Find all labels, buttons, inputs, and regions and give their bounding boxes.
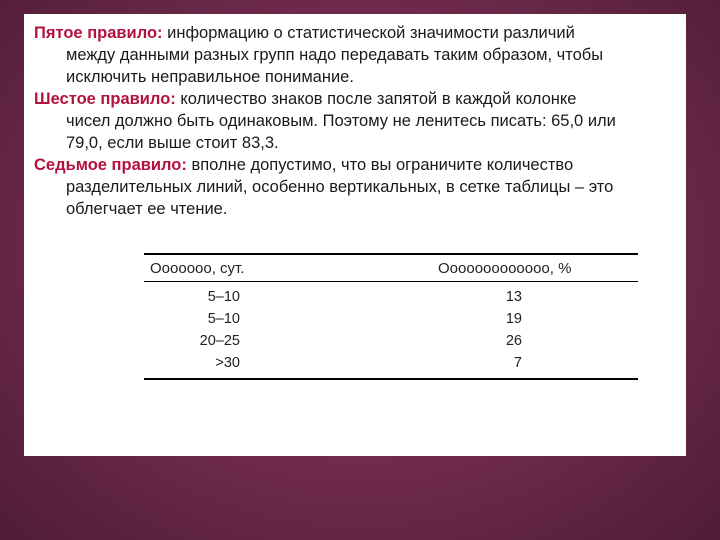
slide-content (24, 14, 686, 456)
cell-duration: >30 (215, 355, 240, 371)
table-row (144, 330, 638, 352)
rule-6 (34, 88, 676, 154)
rule-text: количество знаков после запятой в каждой колонке (180, 90, 577, 108)
table-header (144, 255, 638, 282)
rule-text: 79,0, если выше стоит 83,3. (66, 134, 279, 152)
cell-duration: 20–25 (199, 333, 240, 349)
cell-duration: 5–10 (207, 311, 240, 327)
rule-text: облегчает ее чтение. (66, 200, 228, 218)
rule-title: Пятое правило: (34, 24, 163, 42)
rule-title: Седьмое правило: (34, 156, 187, 174)
rule-text: вполне допустимо, что вы ограничите количество (191, 156, 574, 174)
cell-percent: 26 (505, 333, 522, 349)
header-duration: Ооооооо, сут. (150, 259, 245, 277)
rule-text: исключить неправильное понимание. (66, 68, 354, 86)
cell-percent: 13 (505, 289, 522, 305)
cell-duration: 5–10 (207, 289, 240, 305)
rule-text: информацию о статистической значимости различий (167, 24, 575, 42)
cell-percent: 19 (505, 311, 522, 327)
table-row (144, 286, 638, 308)
table-row (144, 308, 638, 330)
rule-title: Шестое правило: (34, 90, 176, 108)
rule-text: между данными разных групп надо передавать таким образом, чтобы (66, 46, 604, 64)
rule-7 (34, 154, 676, 220)
rule-5 (34, 22, 676, 88)
table-body (144, 282, 638, 378)
example-table (144, 253, 638, 380)
header-percent: Ооооооооооооо, % (438, 259, 572, 277)
table-row (144, 352, 638, 374)
cell-percent: 7 (513, 355, 522, 371)
rule-text: разделительных линий, особенно вертикальных, в сетке таблицы – это (66, 178, 614, 196)
rule-text: чисел должно быть одинаковым. Поэтому не ленитесь писать: 65,0 или (66, 112, 616, 130)
